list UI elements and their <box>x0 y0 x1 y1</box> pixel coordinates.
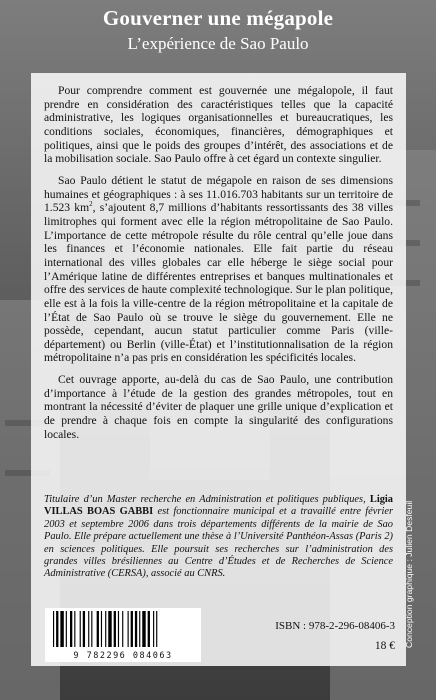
design-credit: Conception graphique : Julien Desfeuil <box>404 500 414 648</box>
barcode-bars-icon <box>51 611 195 647</box>
book-subtitle: L’expérience de Sao Paulo <box>127 34 309 53</box>
paragraph-2: Sao Paulo détient le statut de mégapole en raison de ses dimensions humaines et géographiques : à ses 11.016.703 habitants sur un territoire de 1.523 $km^2$, s’ajoutent 8,7 millions d’habitants ressortissants des 38 villes limitrophes qui forment avec elle la région métropolitaine de Sao Paulo. L’importance de cette métropole résulte du rôle central qu’elle joue dans les finances et l’économie nationales. Elle fait partie du réseau international des villes globales car elle héberge le siège social pour l’Amérique latine de différentes entreprises et banques multinationales et offre des services de haute complexité technologique. Sur le plan politique, elle est à la fois la ville-centre de la région métropolitaine et la capitale de l’État de Sao Paulo où se trouve le siège du gouvernement. Elle ne possède, cependant, aucun statut particulier comme Paris (ville-département) ou Berlin (ville-État) et l’institutionnalisation de la région métropolitaine n’a pas pris en considération les spécificités locales. <box>44 173 393 365</box>
book-title: Gouverner une mégapole <box>102 6 334 30</box>
paragraph-3: Cet ouvrage apporte, au-delà du cas de Sao Paulo, une contribution d’importance à l’étude de la gestion des grandes métropoles, tout en montrant la nécessité d’éviter de plaquer une grille unique d’explication et de prendre à chaque fois en compte la singularité des configurations locales. <box>44 373 393 441</box>
isbn: ISBN : 978-2-296-08406-3 <box>275 620 395 632</box>
summary-text <box>44 84 393 449</box>
author-name: Ligia VILLAS BOAS GABBI <box>44 494 393 518</box>
author-bio: Titulaire d’un Master recherche en Administration et politiques publiques, Ligia VILLAS BOAS GABBI est fonctionnaire municipal et a travaillé entre février 2003 et septembre 2006 dans trois départements différents de la mairie de Sao Paulo. Elle prépare actuellement une thèse à l’Université Panthéon-Assas (Paris 2) en sciences politiques. Elle poursuit ses recherches sur l’administration des grandes villes brésiliennes au Centre d’Études et de Recherches de Science Administrative (CERSA), associé au CNRS. <box>44 494 393 580</box>
barcode <box>45 608 201 662</box>
paragraph-1: Pour comprendre comment est gouvernée une mégalopole, il faut prendre en considération des caractéristiques telles que la capacité administrative, les logiques organisationnelles et bureaucratiques, les conditions sociales, économiques, financières, démographiques et politiques, ainsi que le poids des groupes d’intérêt, des associations et de la mobilisation sociale. Sao Paulo offre à cet égard un contexte singulier. <box>44 84 393 166</box>
barcode-number: 9 782296 084063 <box>73 651 173 661</box>
price: 18 € <box>374 640 395 652</box>
